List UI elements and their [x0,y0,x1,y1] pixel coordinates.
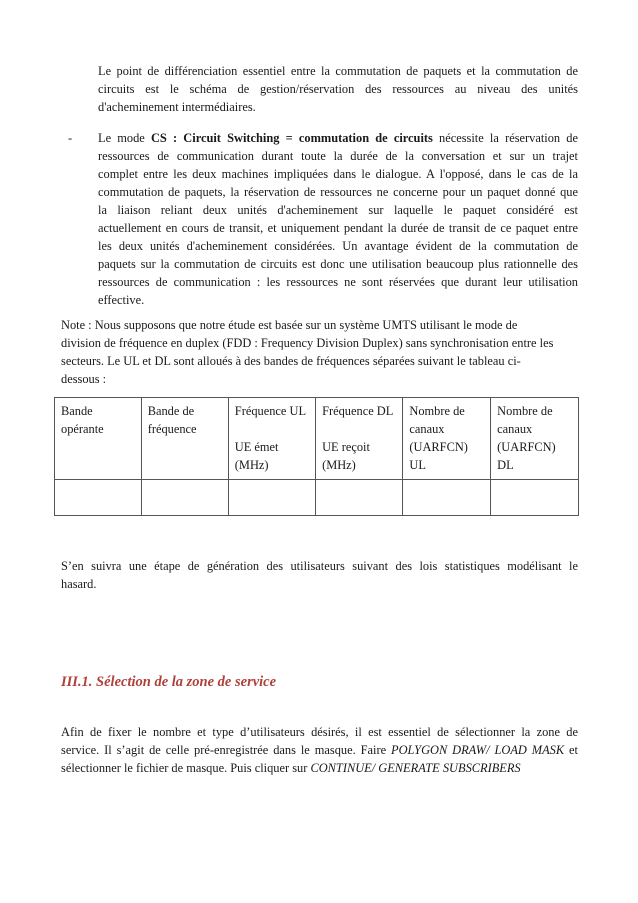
table-header-cell [491,398,579,480]
table-row [55,480,579,516]
cell-line: canaux [497,422,533,436]
text-line: la liaison reliant deux unités d'acheminement sur laquelle le paquet considéré est [98,203,578,217]
text-span: nécessite la réservation de [432,131,578,145]
cell-line: (UARFCN) [497,440,556,454]
cell-line: Nombre de [409,404,465,418]
text-line: actuellement en cours de transit, et uniquement pendant la durée de transit de ce paquet entre [98,221,578,235]
cell-line [322,420,396,438]
cell-line: (MHz) [322,458,356,472]
cell-line: Bande [61,404,93,418]
text-line: ressources de communication : les ressources ne sont réservées que durant leur utilisation [98,275,578,289]
cell-line: Bande de [147,404,195,418]
paragraph-zone-selection [61,723,578,777]
table-cell [403,480,491,516]
table-header-cell [55,398,142,480]
text-span: Le mode [98,131,151,145]
text-line: les deux unités d'acheminement considérées. Un avantage évident de la commutation de [98,239,578,253]
cell-line: Fréquence DL [322,404,394,418]
paragraph-intro [98,62,578,116]
text-line [98,129,578,147]
table-header-row [55,398,579,480]
cell-line: UE reçoit [322,440,370,454]
text-span: sélectionner le fichier de masque. Puis cliquer sur [61,761,311,775]
text-line: circuits est le schéma de gestion/réservation des ressources au niveau des unités [98,82,578,96]
text-line: effective. [98,293,145,307]
menu-reference: CONTINUE/ GENERATE SUBSCRIBERS [310,761,521,775]
table-header-cell [228,398,315,480]
text-line [61,759,578,777]
paragraph-note [61,316,578,388]
cell-line: Fréquence UL [234,404,307,418]
bold-term: CS : Circuit Switching = commutation de circuits [150,131,433,145]
cell-line: (UARFCN) [409,440,468,454]
table-cell [316,480,403,516]
text-span: et [564,743,578,757]
text-line: hasard. [61,577,97,591]
text-line: Note : Nous supposons que notre étude est basée sur un système UMTS utilisant le mode de [61,318,518,332]
table-header-cell [403,398,491,480]
menu-reference: POLYGON DRAW/ LOAD MASK [391,743,565,757]
paragraph-cs-bullet [98,129,578,309]
table-header-cell [141,398,228,480]
cell-line: Nombre de [497,404,553,418]
text-line: division de fréquence en duplex (FDD : Frequency Division Duplex) sans synchronisation entre les [61,336,554,350]
cell-line: DL [497,458,514,472]
text-span: service. Il s’agit de celle pré-enregistrée dans le masque. Faire [61,743,392,757]
cell-line: fréquence [147,422,197,436]
cell-line: UL [409,458,426,472]
cell-line: opérante [61,422,104,436]
cell-line: canaux [409,422,445,436]
text-line: S’en suivra une étape de génération des utilisateurs suivant des lois statistiques modélisant le [61,559,578,573]
text-line: ressources de communication durant toute la durée de la conversation et sur un trajet [98,149,578,163]
paragraph-generation [61,557,578,593]
table-header-cell [316,398,403,480]
section-heading: III.1. Sélection de la zone de service [61,674,277,690]
text-line [61,741,578,759]
text-line: Afin de fixer le nombre et type d’utilisateurs désirés, il est essentiel de sélectionner la zone de [61,725,578,739]
cell-line [235,420,309,438]
text-line: commutation de paquets, la réservation de ressources ne concerne pour un paquet donné que [98,185,578,199]
table-cell [55,480,142,516]
text-line: Le point de différenciation essentiel entre la commutation de paquets et la commutation de [98,64,578,78]
table-cell [228,480,315,516]
frequency-band-table [54,397,579,516]
table-cell [491,480,579,516]
table-cell [141,480,228,516]
cell-line: (MHz) [234,458,269,472]
text-line: complet entre les deux machines impliquées dans le dialogue. A l'opposé, dans le cas de la [98,167,578,181]
text-line: d'acheminement intermédiaires. [98,100,256,114]
text-line: paquets sur la commutation de circuits est donc une utilisation beaucoup plus rationnelle des [98,257,578,271]
bullet-dash: - [68,131,73,145]
cell-line: UE émet [234,440,279,454]
text-line: secteurs. Le UL et DL sont alloués à des bandes de fréquences séparées suivant le tableau ci- [61,354,521,368]
text-line: dessous : [61,372,107,386]
